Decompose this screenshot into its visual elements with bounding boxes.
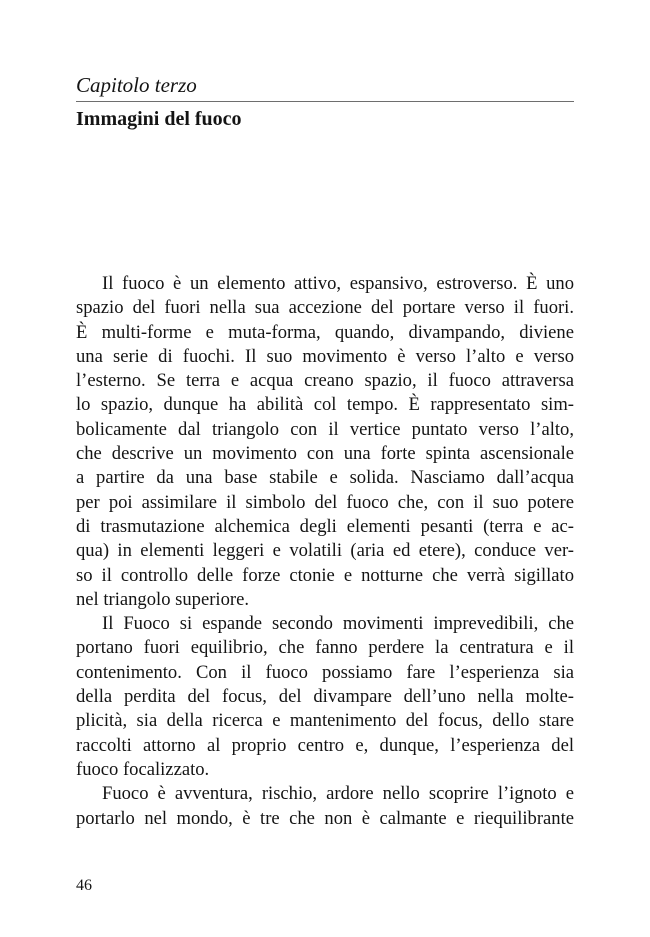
body-text [76,272,574,831]
chapter-label: Capitolo terzo [76,73,197,97]
text-line: bolicamente dal triangolo con il vertice puntato verso l’alto, [76,418,574,440]
text-line: a partire da una base stabile e solida. Nasciamo dall’acqua [76,467,574,489]
text-line: qua) in elementi leggeri e volatili (aria ed etere), conduce ver- [76,540,574,562]
text-line: che descrive un movimento con una forte spinta ascensionale [76,443,574,465]
text-line: contenimento. Con il fuoco possiamo fare l’esperienza sia [76,661,574,683]
text-line: lo spazio, dunque ha abilità col tempo. È rappresentato sim- [76,394,574,416]
text-line: Il Fuoco si espande secondo movimenti imprevedibili, che [102,613,574,635]
text-line: plicità, sia della ricerca e mantenimento del focus, dello stare [76,710,574,732]
text-line: nel triangolo superiore. [76,588,249,610]
text-line: so il controllo delle forze ctonie e notturne che verrà sigillato [76,564,574,586]
text-line: portarlo nel mondo, è tre che non è calmante e riequilibrante [76,807,574,829]
text-line: È multi-forme e muta-forma, quando, divampando, diviene [76,321,574,343]
text-line: portano fuori equilibrio, che fanno perdere la centratura e il [76,637,574,659]
text-line: di trasmutazione alchemica degli elementi pesanti (terra e ac- [76,515,574,537]
chapter-title: Immagini del fuoco [76,108,242,130]
text-line: fuoco focalizzato. [76,758,210,780]
text-line: Il fuoco è un elemento attivo, espansivo, estroverso. È uno [102,273,574,294]
text-line: l’esterno. Se terra e acqua creano spazio, il fuoco attraversa [76,370,574,392]
page-number: 46 [76,877,92,894]
text-line: Fuoco è avventura, rischio, ardore nello scoprire l’ignoto e [102,783,574,805]
text-line: raccolti attorno al proprio centro e, dunque, l’esperienza del [76,734,574,756]
text-line: per poi assimilare il simbolo del fuoco che, con il suo potere [76,491,574,513]
text-line: della perdita del focus, del divampare dell’uno nella molte- [76,686,574,708]
header-rule [76,101,574,102]
text-line: una serie di fuochi. Il suo movimento è verso l’alto e verso [76,345,574,367]
text-line: spazio del fuori nella sua accezione del portare verso il fuori. [76,297,574,319]
